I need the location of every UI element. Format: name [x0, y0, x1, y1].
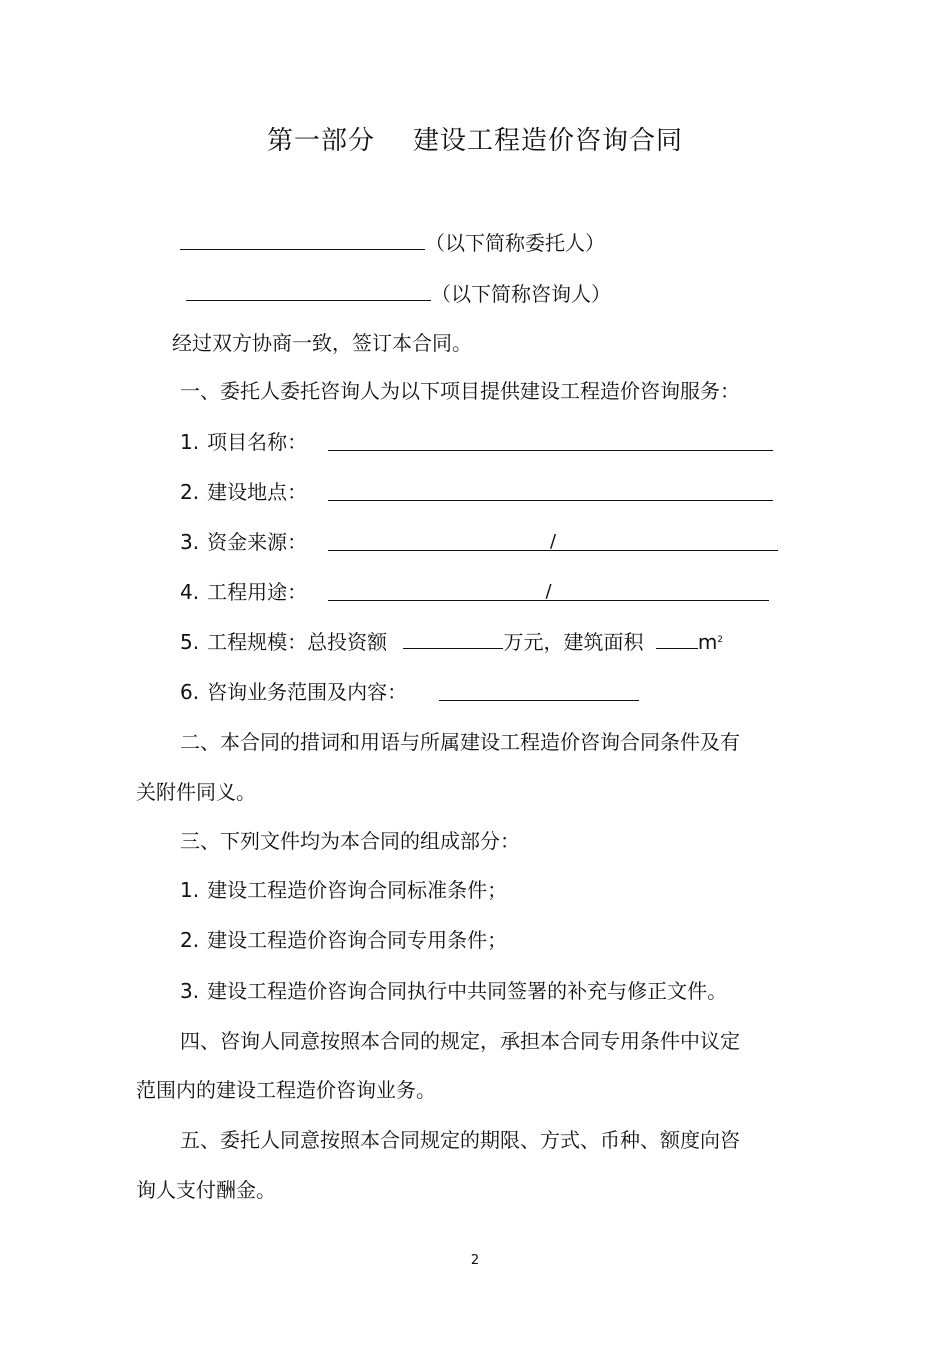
- item-number: 2.: [180, 480, 200, 504]
- item-number: 3.: [180, 530, 200, 554]
- item-label: 资金来源：: [207, 530, 308, 554]
- intro-text: 经过双方协商一致，签订本合同。: [172, 331, 472, 355]
- item-number: 4.: [180, 580, 200, 604]
- location-blank[interactable]: [328, 480, 773, 501]
- item-number: 5.: [180, 630, 200, 654]
- item-number: 1.: [180, 430, 200, 454]
- clause2-line1: 二、本合同的措词和用语与所属建设工程造价咨询合同条件及有: [180, 730, 740, 754]
- consultant-name-blank[interactable]: [186, 280, 431, 301]
- area-unit-exponent: 2: [717, 635, 724, 645]
- item-label: 项目名称：: [207, 430, 308, 454]
- consultant-line: [186, 280, 611, 308]
- item-funding: [180, 528, 307, 556]
- item-scope: [180, 678, 407, 706]
- clause1-heading: 一、委托人委托咨询人为以下项目提供建设工程造价咨询服务：: [180, 379, 740, 403]
- item-usage: [180, 578, 307, 606]
- investment-unit: 万元，建筑面积: [503, 630, 644, 654]
- area-unit: m: [697, 630, 718, 654]
- item-label: 工程规模：总投资额: [207, 630, 388, 654]
- funding-blank[interactable]: [328, 530, 778, 551]
- clause4-line1: 四、咨询人同意按照本合同的规定，承担本合同专用条件中议定: [180, 1029, 740, 1053]
- client-line: [180, 229, 605, 257]
- investment-blank[interactable]: [403, 628, 503, 649]
- item-number: 1.: [180, 878, 200, 902]
- item-location: [180, 478, 307, 506]
- project-name-blank[interactable]: [328, 430, 773, 451]
- clause3-heading: 三、下列文件均为本合同的组成部分：: [180, 829, 520, 853]
- item-text: 建设工程造价咨询合同标准条件；: [207, 878, 508, 902]
- clause5-line2: 询人支付酬金。: [136, 1178, 276, 1202]
- area-blank[interactable]: [656, 628, 698, 649]
- title-name: 建设工程造价咨询合同: [413, 126, 684, 156]
- usage-slash: /: [545, 581, 552, 602]
- client-name-blank[interactable]: [180, 229, 425, 250]
- item-label: 咨询业务范围及内容：: [207, 680, 408, 704]
- clause3-item: [180, 977, 727, 1005]
- clause2-line2: 关附件同义。: [136, 780, 256, 804]
- title-part: 第一部分: [266, 126, 375, 156]
- item-number: 6.: [180, 680, 200, 704]
- clause3-item: [180, 876, 507, 904]
- item-number: 2.: [180, 928, 200, 952]
- document-title: [0, 124, 950, 158]
- item-scale: [180, 628, 723, 656]
- page-number: 2: [470, 1253, 480, 1268]
- clause3-item: [180, 926, 507, 954]
- item-text: 建设工程造价咨询合同执行中共同签署的补充与修正文件。: [207, 979, 728, 1003]
- client-suffix: （以下简称委托人）: [425, 231, 605, 255]
- clause4-line2: 范围内的建设工程造价咨询业务。: [136, 1078, 436, 1102]
- consultant-suffix: （以下简称咨询人）: [431, 282, 611, 306]
- funding-slash: /: [549, 531, 557, 552]
- item-label: 建设地点：: [207, 480, 308, 504]
- usage-blank[interactable]: [328, 580, 769, 601]
- item-label: 工程用途：: [207, 580, 308, 604]
- item-text: 建设工程造价咨询合同专用条件；: [207, 928, 508, 952]
- item-project-name: [180, 428, 307, 456]
- item-number: 3.: [180, 979, 200, 1003]
- scope-blank[interactable]: [439, 680, 639, 701]
- clause5-line1: 五、委托人同意按照本合同规定的期限、方式、币种、额度向咨: [180, 1128, 740, 1152]
